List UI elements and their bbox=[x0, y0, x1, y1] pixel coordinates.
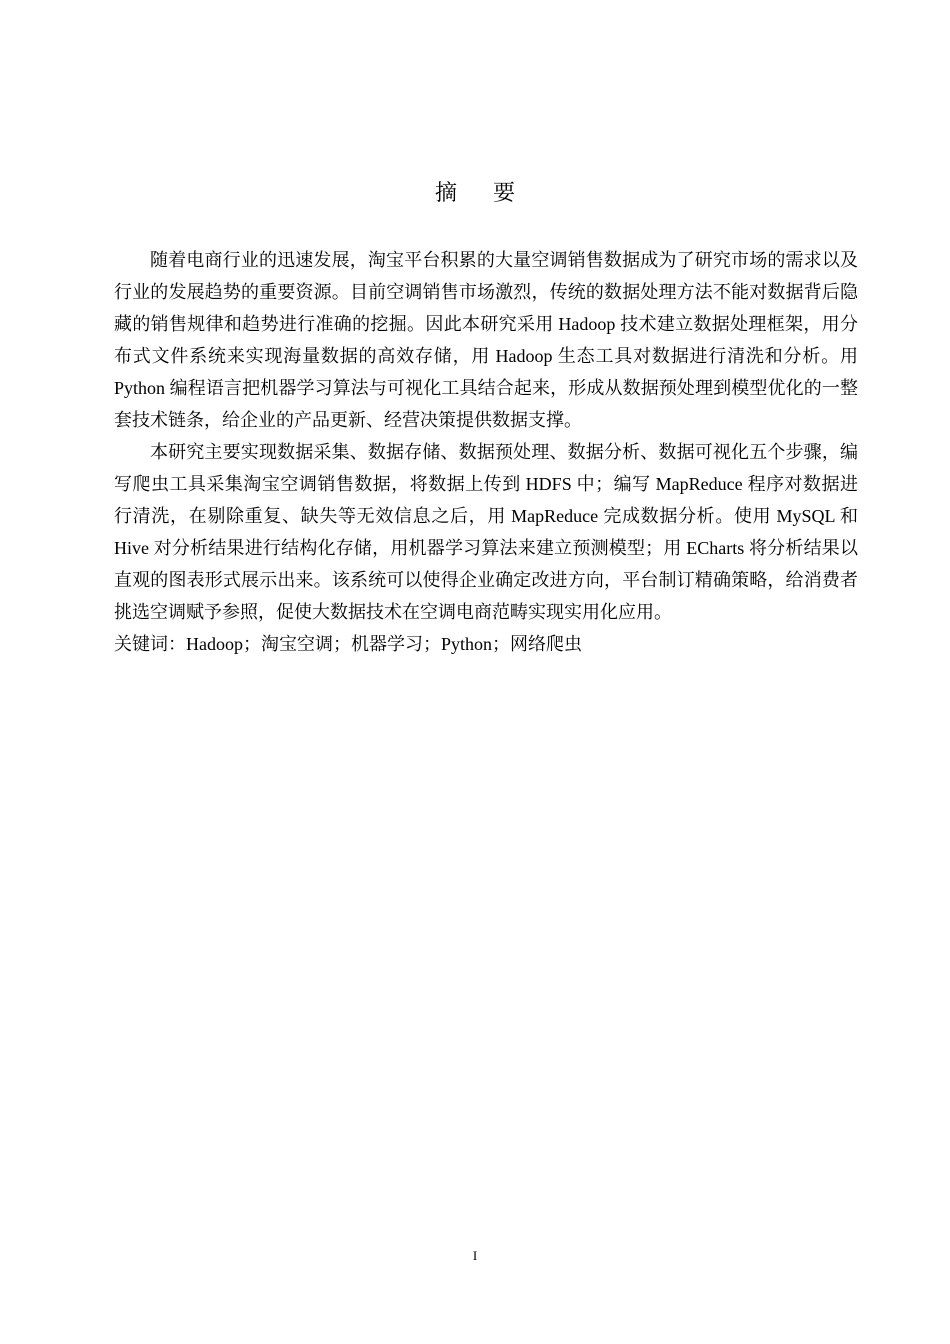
page-number: I bbox=[472, 1248, 478, 1263]
abstract-paragraph-1: 随着电商行业的迅速发展，淘宝平台积累的大量空调销售数据成为了研究市场的需求以及行业的发展趋势的重要资源。目前空调销售市场激烈，传统的数据处理方法不能对数据背后隐藏的销售规律和趋势进行准确的挖掘。因此本研究采用 Hadoop 技术建立数据处理框架，用分布式文件系统来实现海量数据的高效存储，用 Hadoop 生态工具对数据进行清洗和分析。用 Python 编程语言把机器学习算法与可视化工具结合起来，形成从数据预处理到模型优化的一整套技术链条，给企业的产品更新、经营决策提供数据支撑。 bbox=[114, 250, 858, 430]
abstract-paragraph-2: 本研究主要实现数据采集、数据存储、数据预处理、数据分析、数据可视化五个步骤，编写爬虫工具采集淘宝空调销售数据，将数据上传到 HDFS 中；编写 MapReduce 程序对数据进行清洗，在剔除重复、缺失等无效信息之后，用 MapReduce 完成数据分析。使用 MySQL 和 Hive 对分析结果进行结构化存储，用机器学习算法来建立预测模型；用 ECharts 将分析结果以直观的图表形式展示出来。该系统可以使得企业确定改进方向，平台制订精确策略，给消费者挑选空调赋予参照，促使大数据技术在空调电商范畴实现实用化应用。 bbox=[114, 442, 858, 622]
page-title: 摘要 bbox=[434, 181, 551, 206]
keywords-text: Hadoop；淘宝空调；机器学习；Python；网络爬虫 bbox=[186, 634, 582, 654]
keywords-label: 关键词： bbox=[114, 634, 186, 654]
keywords-line bbox=[114, 628, 858, 660]
abstract-body bbox=[114, 244, 858, 660]
